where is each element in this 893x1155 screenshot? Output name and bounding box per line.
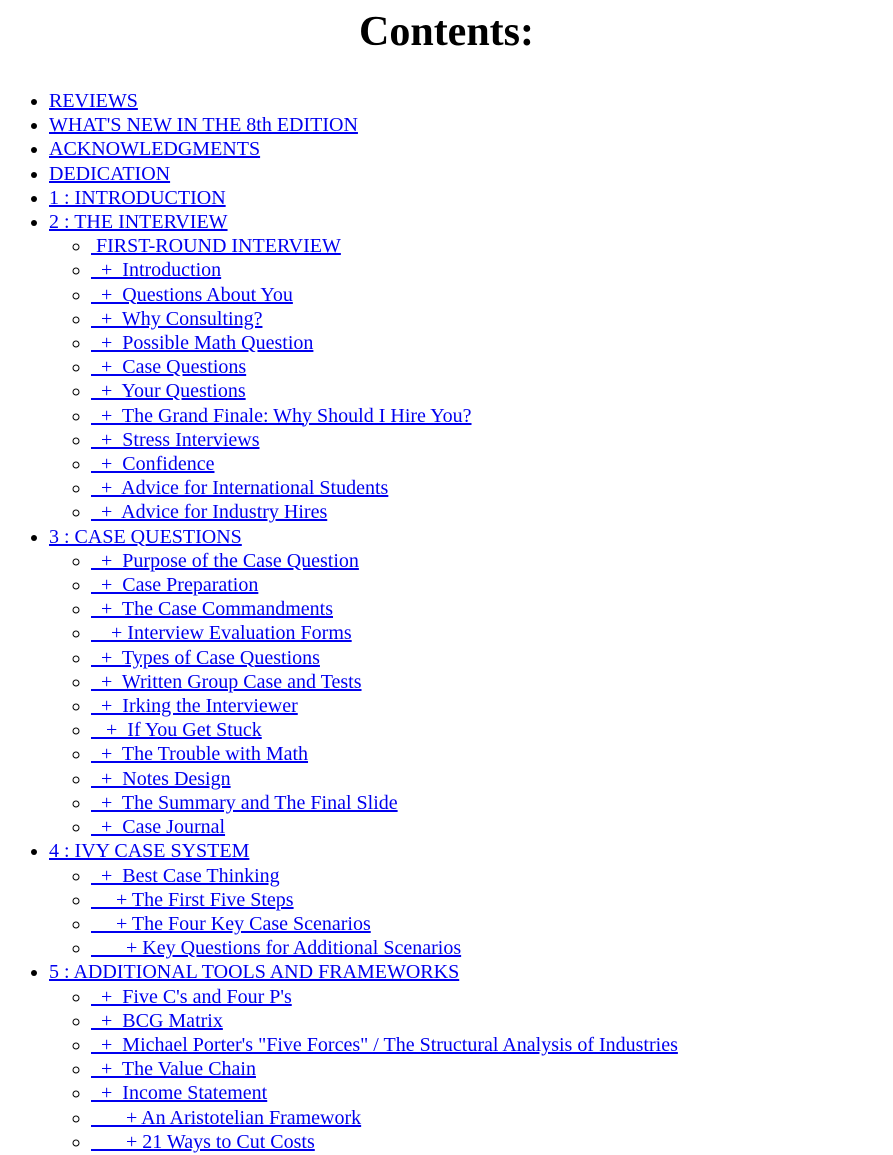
toc-sublink-case-questions[interactable]: + Case Questions bbox=[91, 356, 247, 379]
toc-sublink-21-ways-to-cut-costs[interactable]: + 21 Ways to Cut Costs bbox=[91, 1130, 315, 1153]
toc-sublink-the-first-five-steps[interactable]: + The First Five Steps bbox=[91, 888, 294, 911]
toc-link-2-the-interview[interactable]: 2 : THE INTERVIEW bbox=[49, 211, 228, 234]
toc-item bbox=[49, 186, 893, 210]
toc-sublist bbox=[49, 864, 893, 961]
toc-sublink-advice-for-international-students[interactable]: + Advice for International Students bbox=[91, 477, 389, 500]
toc-subitem bbox=[91, 1106, 893, 1130]
toc-subitem bbox=[91, 621, 893, 645]
toc-sublink-an-aristotelian-framework[interactable]: + An Aristotelian Framework bbox=[91, 1106, 362, 1129]
toc-subitem bbox=[91, 694, 893, 718]
toc-sublink-if-you-get-stuck[interactable]: + If You Get Stuck bbox=[91, 719, 262, 742]
toc-subitem bbox=[91, 331, 893, 355]
toc-item bbox=[49, 525, 893, 840]
toc-sublink-the-trouble-with-math[interactable]: + The Trouble with Math bbox=[91, 743, 309, 766]
toc-sublink-written-group-case-and-tests[interactable]: + Written Group Case and Tests bbox=[91, 670, 362, 693]
toc-subitem bbox=[91, 742, 893, 766]
toc-subitem bbox=[91, 428, 893, 452]
toc-subitem bbox=[91, 985, 893, 1009]
toc-sublink-bcg-matrix[interactable]: + BCG Matrix bbox=[91, 1009, 223, 1032]
toc-subitem bbox=[91, 307, 893, 331]
toc-link-3-case-questions[interactable]: 3 : CASE QUESTIONS bbox=[49, 525, 242, 548]
toc-subitem bbox=[91, 476, 893, 500]
toc-subitem bbox=[91, 452, 893, 476]
toc-subitem bbox=[91, 1033, 893, 1057]
toc-sublink-purpose-of-the-case-question[interactable]: + Purpose of the Case Question bbox=[91, 549, 359, 572]
toc-subitem bbox=[91, 718, 893, 742]
toc-subitem bbox=[91, 791, 893, 815]
toc-subitem bbox=[91, 912, 893, 936]
toc-subitem bbox=[91, 1130, 893, 1154]
toc-link-5-additional-tools-and-frameworks[interactable]: 5 : ADDITIONAL TOOLS AND FRAMEWORKS bbox=[49, 961, 460, 984]
toc-link-1-introduction[interactable]: 1 : INTRODUCTION bbox=[49, 186, 226, 209]
toc-sublink-case-preparation[interactable]: + Case Preparation bbox=[91, 574, 259, 597]
toc-subitem bbox=[91, 500, 893, 524]
toc-sublink-possible-math-question[interactable]: + Possible Math Question bbox=[91, 332, 314, 355]
toc-subitem bbox=[91, 888, 893, 912]
toc-sublink-introduction[interactable]: + Introduction bbox=[91, 259, 222, 282]
toc-subitem bbox=[91, 597, 893, 621]
table-of-contents bbox=[0, 89, 893, 1154]
toc-sublink-the-case-commandments[interactable]: + The Case Commandments bbox=[91, 598, 333, 621]
toc-link-what-s-new-in-the-8th-edition[interactable]: WHAT'S NEW IN THE 8th EDITION bbox=[49, 114, 358, 137]
toc-sublink-the-summary-and-the-final-slide[interactable]: + The Summary and The Final Slide bbox=[91, 791, 398, 814]
toc-sublist bbox=[49, 985, 893, 1154]
toc-subitem bbox=[91, 1081, 893, 1105]
toc-sublink-income-statement[interactable]: + Income Statement bbox=[91, 1082, 268, 1105]
toc-subitem bbox=[91, 549, 893, 573]
toc-link-4-ivy-case-system[interactable]: 4 : IVY CASE SYSTEM bbox=[49, 840, 250, 863]
toc-sublink-michael-porter-s-five-forces-the-structural-analysis-of-industries[interactable]: + Michael Porter's "Five Forces" / The Structural Analysis of Industries bbox=[91, 1033, 678, 1056]
toc-link-dedication[interactable]: DEDICATION bbox=[49, 162, 171, 185]
toc-sublink-irking-the-interviewer[interactable]: + Irking the Interviewer bbox=[91, 695, 298, 718]
toc-sublist bbox=[49, 234, 893, 524]
toc-subitem bbox=[91, 864, 893, 888]
toc-item bbox=[49, 113, 893, 137]
toc-subitem bbox=[91, 670, 893, 694]
toc-sublink-confidence[interactable]: + Confidence bbox=[91, 453, 215, 476]
toc-sublink-the-grand-finale-why-should-i-hire-you[interactable]: + The Grand Finale: Why Should I Hire You? bbox=[91, 404, 472, 427]
toc-subitem bbox=[91, 258, 893, 282]
toc-subitem bbox=[91, 936, 893, 960]
toc-subitem bbox=[91, 1009, 893, 1033]
toc-item bbox=[49, 210, 893, 525]
toc-link-reviews[interactable]: REVIEWS bbox=[49, 90, 138, 112]
toc-subitem bbox=[91, 767, 893, 791]
toc-sublink-five-c-s-and-four-p-s[interactable]: + Five C's and Four P's bbox=[91, 985, 292, 1008]
toc-sublist bbox=[49, 549, 893, 839]
toc-subitem bbox=[91, 573, 893, 597]
toc-link-acknowledgments[interactable]: ACKNOWLEDGMENTS bbox=[49, 138, 261, 161]
toc-sublink-why-consulting[interactable]: + Why Consulting? bbox=[91, 307, 263, 330]
toc-item bbox=[49, 960, 893, 1154]
toc-subitem bbox=[91, 646, 893, 670]
toc-sublink-best-case-thinking[interactable]: + Best Case Thinking bbox=[91, 864, 280, 887]
toc-sublink-first-round-interview[interactable]: FIRST-ROUND INTERVIEW bbox=[91, 235, 341, 258]
page-title: Contents: bbox=[359, 9, 534, 55]
toc-sublink-the-value-chain[interactable]: + The Value Chain bbox=[91, 1058, 256, 1081]
toc-sublink-types-of-case-questions[interactable]: + Types of Case Questions bbox=[91, 646, 320, 669]
toc-sublink-stress-interviews[interactable]: + Stress Interviews bbox=[91, 428, 260, 451]
toc-subitem bbox=[91, 355, 893, 379]
toc-item bbox=[49, 137, 893, 161]
toc-sublink-case-journal[interactable]: + Case Journal bbox=[91, 816, 226, 839]
toc-sublink-advice-for-industry-hires[interactable]: + Advice for Industry Hires bbox=[91, 501, 328, 524]
toc-sublink-notes-design[interactable]: + Notes Design bbox=[91, 767, 231, 790]
toc-sublink-interview-evaluation-forms[interactable]: + Interview Evaluation Forms bbox=[91, 622, 352, 645]
toc-subitem bbox=[91, 379, 893, 403]
toc-item bbox=[49, 89, 893, 113]
toc-sublink-your-questions[interactable]: + Your Questions bbox=[91, 380, 246, 403]
toc-subitem bbox=[91, 404, 893, 428]
toc-subitem bbox=[91, 815, 893, 839]
toc-subitem bbox=[91, 234, 893, 258]
toc-sublink-questions-about-you[interactable]: + Questions About You bbox=[91, 283, 293, 306]
toc-subitem bbox=[91, 1057, 893, 1081]
toc-sublink-key-questions-for-additional-scenarios[interactable]: + Key Questions for Additional Scenarios bbox=[91, 937, 462, 960]
toc-item bbox=[49, 162, 893, 186]
toc-item bbox=[49, 839, 893, 960]
toc-sublink-the-four-key-case-scenarios[interactable]: + The Four Key Case Scenarios bbox=[91, 912, 371, 935]
toc-subitem bbox=[91, 283, 893, 307]
